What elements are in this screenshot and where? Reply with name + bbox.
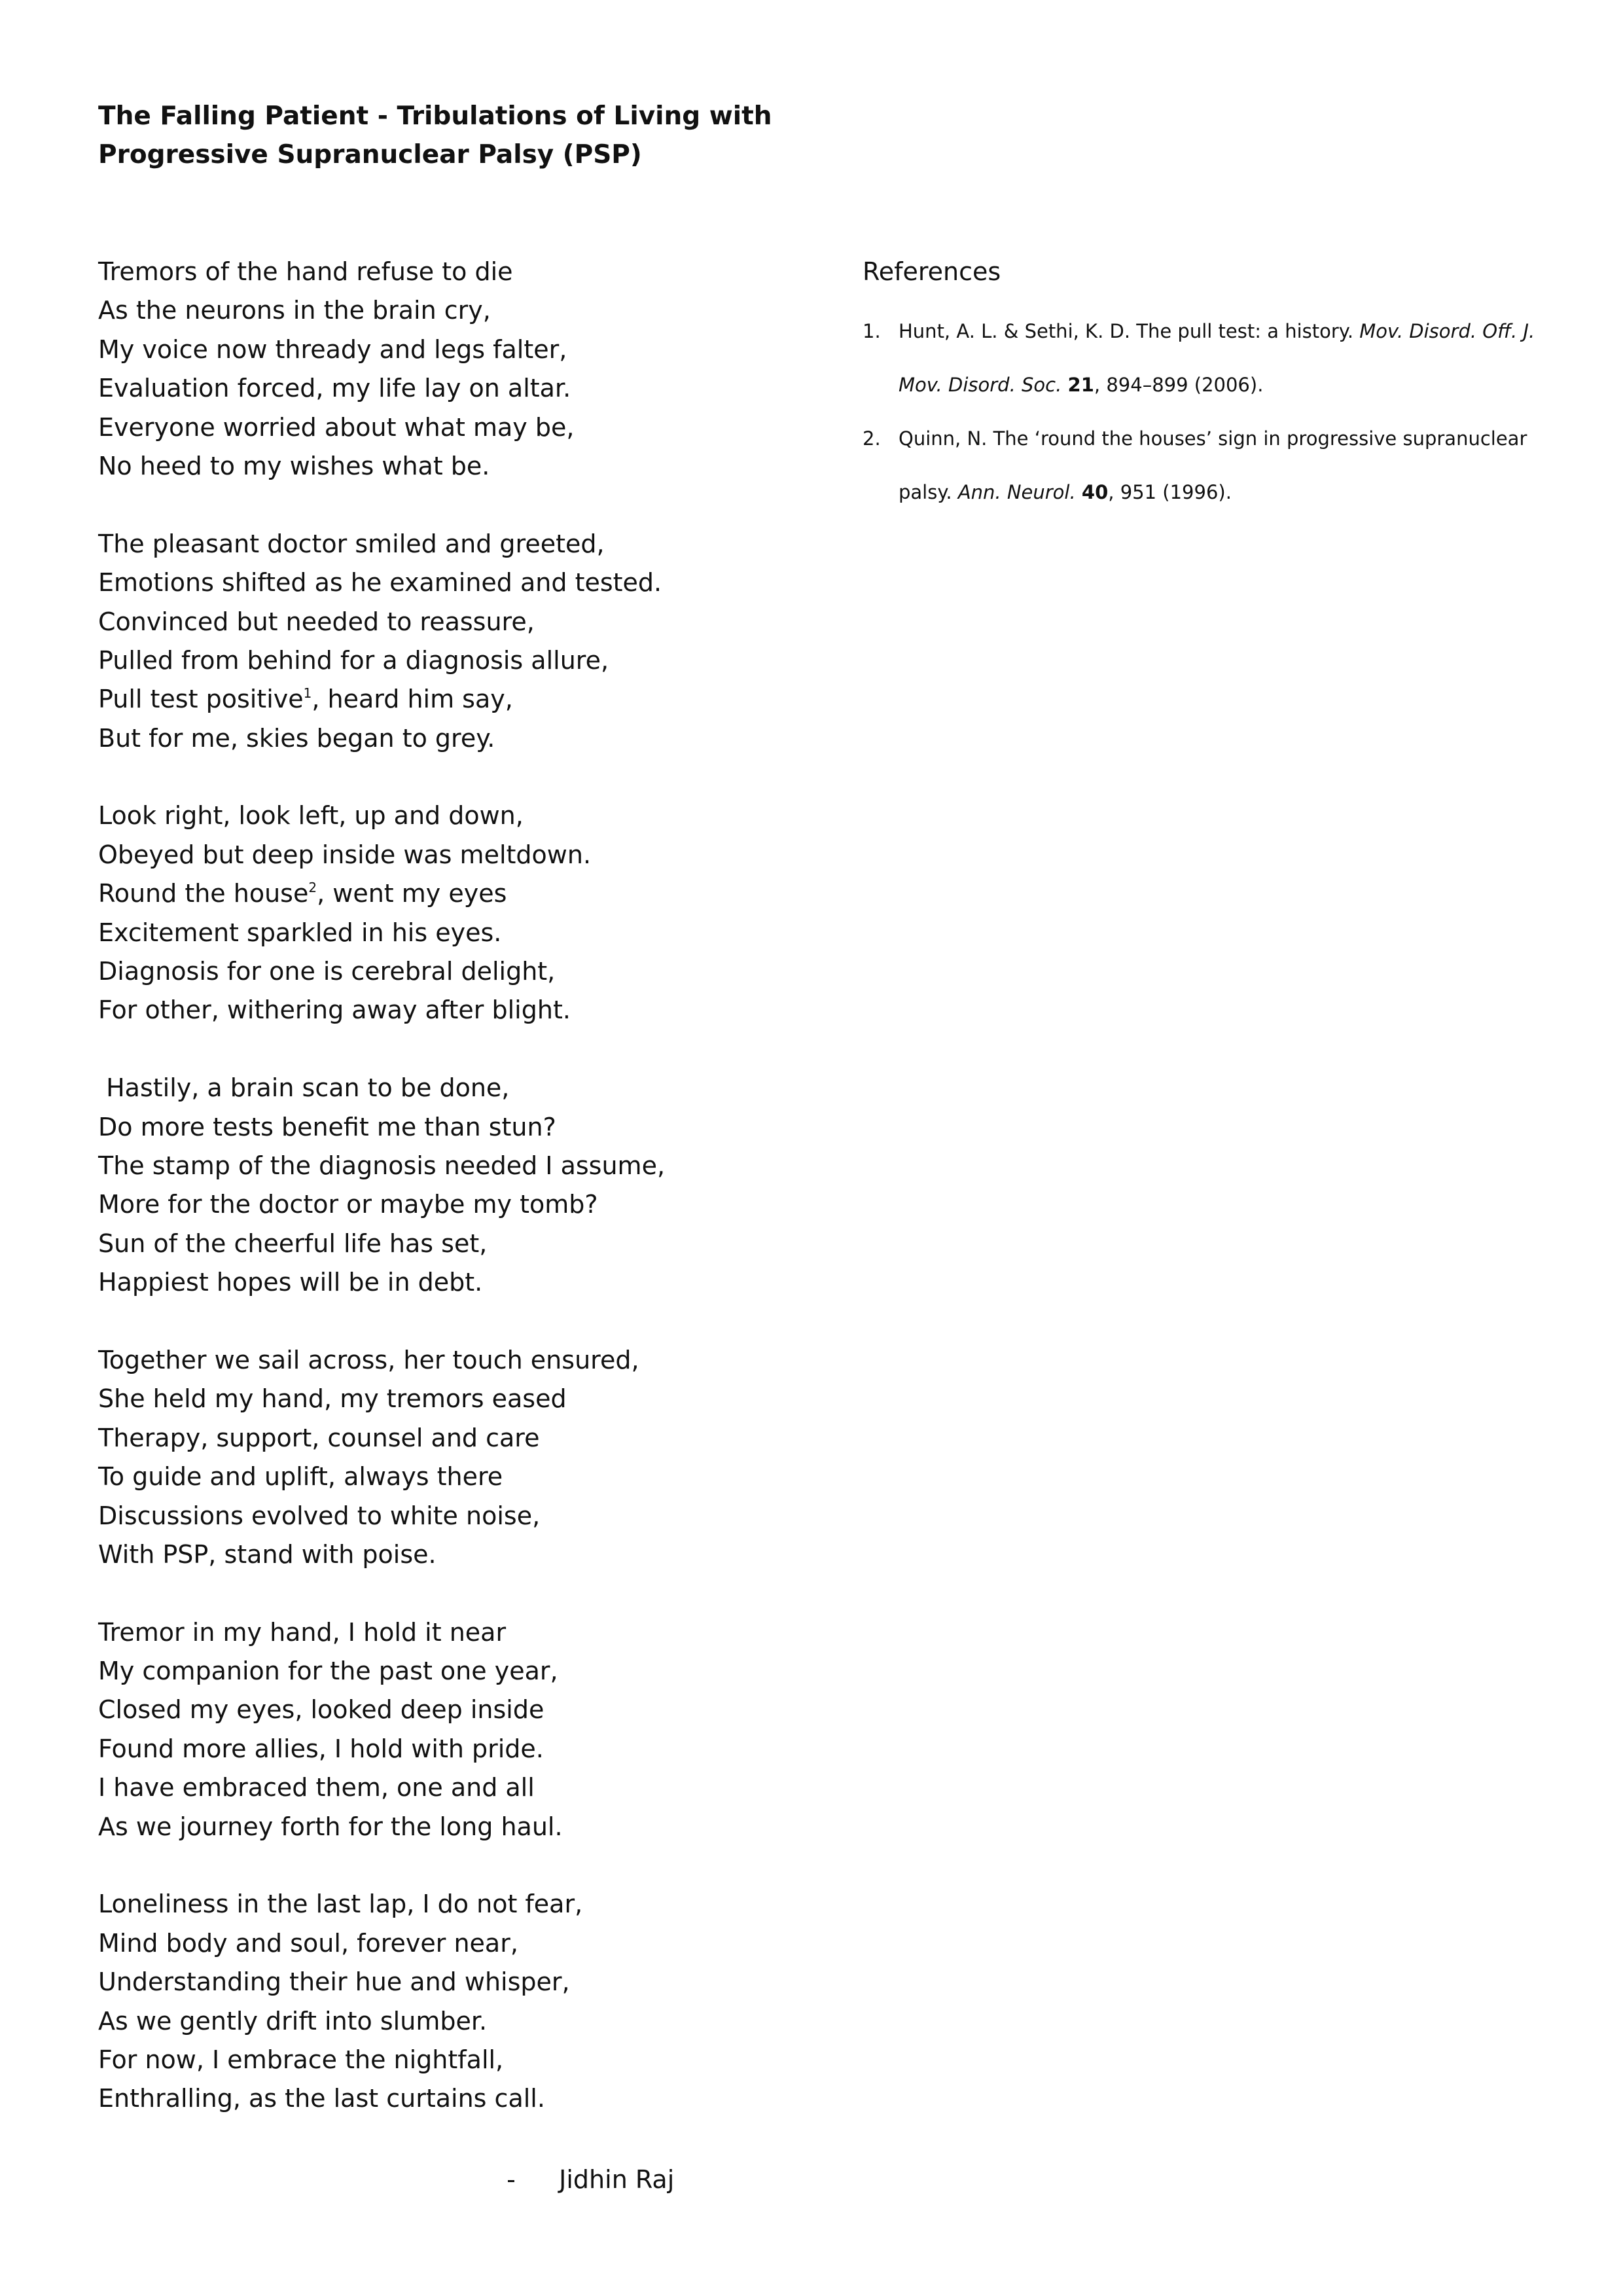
reference-volume: 21 (1067, 374, 1094, 396)
poem-line-text-after: , heard him say, (312, 685, 513, 714)
poem-line: Together we sail across, her touch ensured, (98, 1345, 639, 1374)
poem-line: Pulled from behind for a diagnosis allure, (98, 645, 609, 675)
poem-line: Do more tests benefit me than stun? (98, 1112, 556, 1141)
poem-line: With PSP, stand with poise. (98, 1539, 437, 1569)
document-title (98, 97, 818, 174)
reference-number: 1. (863, 320, 881, 342)
poem-line: She held my hand, my tremors eased (98, 1384, 567, 1414)
references-section (863, 253, 1537, 519)
reference-authors-title: Quinn, N. The ‘round the houses’ sign in progressive supranuclear palsy. (899, 427, 1527, 503)
reference-pages-year: , 951 (1996). (1108, 481, 1232, 503)
poem-line: Tremors of the hand refuse to die (98, 257, 513, 286)
reference-journal: Ann. Neurol. (957, 481, 1076, 503)
poem-line-text-after: , went my eyes (317, 879, 507, 908)
stanza-6 (98, 1613, 753, 1846)
poem-line-text: Pull test positive (98, 685, 304, 714)
author-signature (491, 2122, 674, 2199)
poem-line: As we journey forth for the long haul. (98, 1812, 563, 1841)
reference-item-1 (863, 304, 1537, 412)
poem-line: As we gently drift into slumber. (98, 2006, 488, 2036)
poem-line: Found more allies, I hold with pride. (98, 1734, 544, 1763)
reference-volume: 40 (1081, 481, 1109, 503)
stanza-1 (98, 253, 753, 486)
poem-line: Therapy, support, counsel and care (98, 1423, 540, 1452)
poem-line: My companion for the past one year, (98, 1657, 558, 1686)
poem-line-text: Round the house (98, 879, 309, 908)
poem-line: Everyone worried about what may be, (98, 412, 575, 442)
poem-line: Mind body and soul, forever near, (98, 1928, 518, 1958)
title-line-1: The Falling Patient - Tribulations of Living with (98, 101, 772, 131)
stanza-7 (98, 1885, 753, 2118)
poem-line: Hastily, a brain scan to be done, (98, 1073, 510, 1103)
poem-line: For now, I embrace the nightfall, (98, 2045, 504, 2074)
poem-line: The stamp of the diagnosis needed I assume, (98, 1151, 666, 1180)
author-name: Jidhin Raj (559, 2165, 675, 2194)
signature-dash: - (507, 2165, 516, 2194)
poem-line: Loneliness in the last lap, I do not fear, (98, 1890, 583, 1919)
stanza-5 (98, 1341, 753, 1574)
poem-line: Enthralling, as the last curtains call. (98, 2084, 545, 2113)
reference-item-2 (863, 412, 1537, 519)
poem-line: Tremor in my hand, I hold it near (98, 1617, 507, 1647)
poem-line: Obeyed but deep inside was meltdown. (98, 840, 592, 869)
poem-line: Convinced but needed to reassure, (98, 607, 535, 636)
citation-superscript-2: 2 (308, 880, 317, 896)
reference-journal: Mov. Disord. Off. J. Mov. Disord. Soc. (899, 320, 1535, 396)
reference-number: 2. (863, 427, 881, 450)
poem-line: Discussions evolved to white noise, (98, 1501, 541, 1530)
stanza-4 (98, 1069, 753, 1302)
poem-line-with-citation (98, 680, 753, 719)
stanza-3 (98, 797, 753, 1030)
reference-authors-title: Hunt, A. L. & Sethi, K. D. The pull test: a history. (899, 320, 1360, 342)
poem-line: Diagnosis for one is cerebral delight, (98, 957, 556, 986)
poem-line: Understanding their hue and whisper, (98, 1967, 570, 1997)
citation-superscript-1: 1 (303, 685, 312, 702)
poem-line: Emotions shifted as he examined and tested. (98, 568, 662, 598)
poem-line: I have embraced them, one and all (98, 1773, 535, 1803)
poem-body (98, 253, 753, 2119)
poem-line-with-citation (98, 874, 753, 913)
poem-line: The pleasant doctor smiled and greeted, (98, 529, 605, 558)
poem-line: But for me, skies began to grey. (98, 723, 495, 753)
poem-line: No heed to my wishes what be. (98, 451, 490, 480)
poem-line: Look right, look left, up and down, (98, 801, 524, 831)
poem-line: To guide and uplift, always there (98, 1462, 503, 1492)
poem-line: Evaluation forced, my life lay on altar. (98, 374, 571, 403)
poem-line: As the neurons in the brain cry, (98, 296, 491, 325)
title-line-2: Progressive Supranuclear Palsy (PSP) (98, 140, 642, 170)
poem-line: Excitement sparkled in his eyes. (98, 918, 502, 947)
references-heading: References (863, 257, 1001, 286)
poem-line: My voice now thready and legs falter, (98, 334, 567, 364)
stanza-2 (98, 525, 753, 758)
poem-line: More for the doctor or maybe my tomb? (98, 1190, 598, 1219)
poem-line: Closed my eyes, looked deep inside (98, 1695, 544, 1725)
reference-pages-year: , 894–899 (2006). (1094, 374, 1264, 396)
poem-line: Happiest hopes will be in debt. (98, 1268, 483, 1297)
poem-line: Sun of the cheerful life has set, (98, 1229, 488, 1258)
poem-line: For other, withering away after blight. (98, 996, 571, 1025)
